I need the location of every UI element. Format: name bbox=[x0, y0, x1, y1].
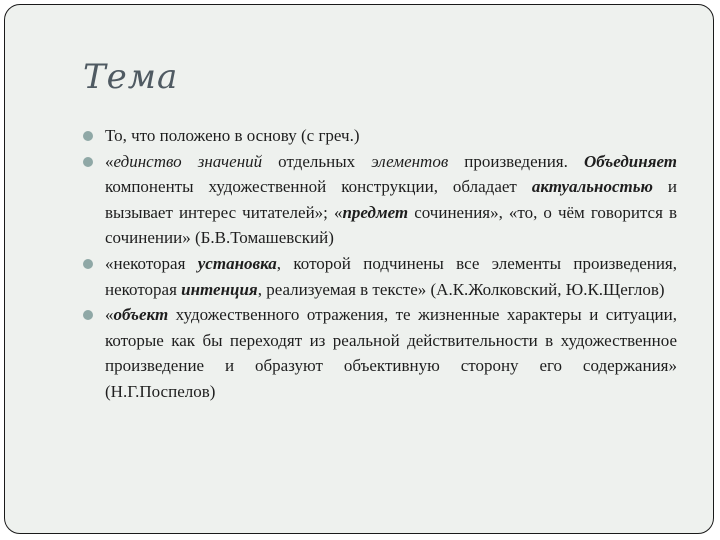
slide-title: Тема bbox=[83, 57, 179, 97]
bullet-text-segment: « bbox=[105, 151, 114, 171]
bullet-text-segment: и вызывает интерес читателей»; « bbox=[105, 177, 678, 222]
bullet-text-segment: актуальностью bbox=[531, 177, 653, 197]
bullet-text-segment: компоненты художественной конструкции, обладает bbox=[105, 177, 532, 197]
bullet-text-segment: объект bbox=[113, 305, 169, 325]
bullet-text-segment: , которой подчинены все элементы произведения, некоторая bbox=[105, 253, 677, 299]
bullet-text-segment: сочинения», «то, о чём говорится в сочинении» (Б.В.Томашевский) bbox=[105, 202, 677, 248]
bullet-item bbox=[83, 302, 677, 404]
bullet-text-segment: То, что положено в основу (с греч.) bbox=[105, 126, 360, 145]
bullet-item bbox=[83, 149, 677, 251]
bullet-list bbox=[83, 123, 677, 405]
bullet-item bbox=[83, 123, 677, 149]
bullet-text-segment: « bbox=[105, 305, 114, 325]
bullet-marker-icon bbox=[83, 131, 93, 141]
bullet-text-segment: художественного отражения, те жизненные характеры и ситуации, которые как бы переходят из реальной действительности в художественное произведение и образуют объективную сторону его содержания» (Н.Г.Поспелов) bbox=[105, 305, 677, 401]
bullet-marker-icon bbox=[83, 259, 93, 269]
bullet-text-segment: Объединяет bbox=[583, 151, 677, 171]
bullet-text-segment: установка bbox=[197, 253, 277, 273]
bullet-text-segment: произведения. bbox=[448, 151, 584, 171]
bullet-text-segment: элементов bbox=[371, 151, 449, 171]
bullet-marker-icon bbox=[83, 157, 93, 167]
bullet-text-segment: «некоторая bbox=[105, 253, 198, 273]
bullet-text-segment: предмет bbox=[342, 202, 409, 222]
bullet-marker-icon bbox=[83, 310, 93, 320]
bullet-text-segment: отдельных bbox=[262, 151, 372, 171]
bullet-text-segment: единство значений bbox=[113, 151, 263, 171]
bullet-item bbox=[83, 251, 677, 302]
bullet-text-segment: интенция bbox=[181, 279, 258, 299]
slide bbox=[4, 4, 714, 534]
bullet-text-segment: , реализуемая в тексте» (А.К.Жолковский, Ю.К.Щеглов) bbox=[257, 279, 665, 299]
